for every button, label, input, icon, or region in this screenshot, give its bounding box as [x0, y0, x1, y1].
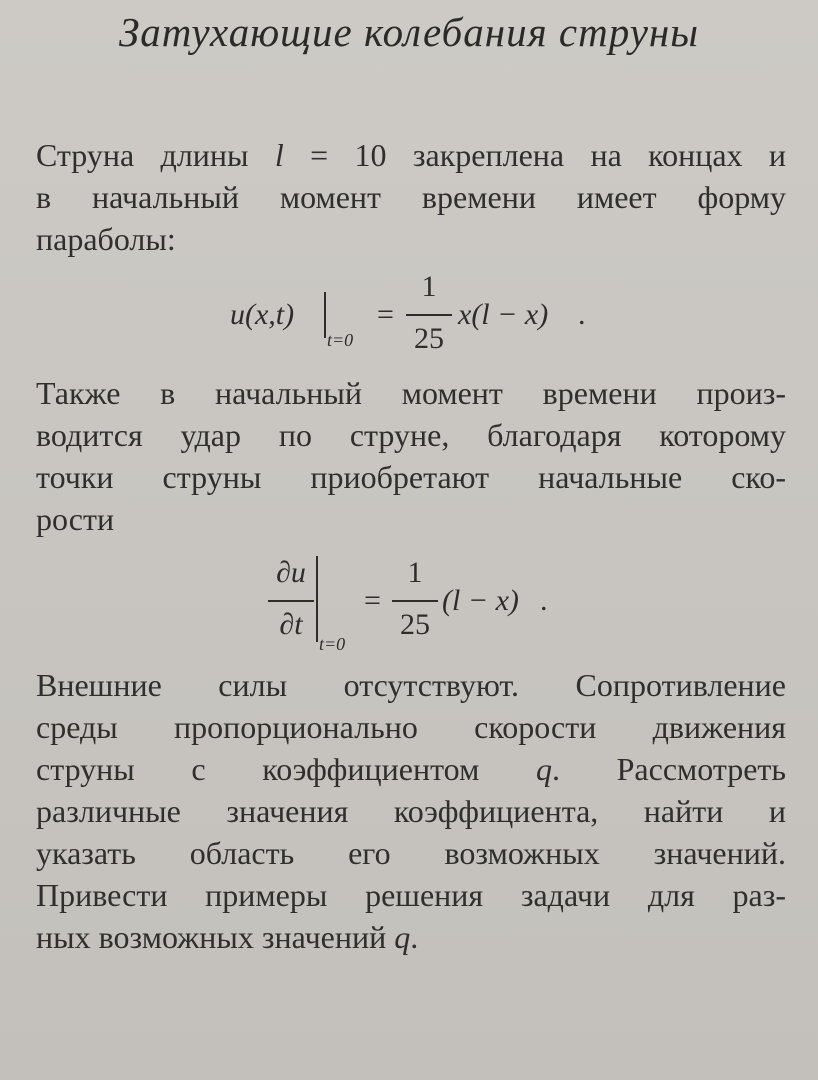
- paragraph-line: Также в начальный момент времени произ-: [36, 375, 786, 411]
- paragraph-line: точки струны приобретают начальные ско-: [36, 459, 786, 495]
- paragraph-line: водится удар по струне, благодаря которому: [36, 417, 786, 453]
- fraction-bar: [392, 600, 438, 602]
- page-title: Затухающие колебания струны: [119, 9, 699, 55]
- paragraph-line: среды пропорционально скорости движения: [36, 709, 786, 745]
- paragraph-line: Внешние силы отсутствуют. Сопротивление: [36, 667, 786, 703]
- formula-rhs: x(l − x): [458, 298, 549, 331]
- paragraph-impact: [36, 372, 786, 540]
- equals-sign: =: [364, 584, 381, 617]
- paragraph-line: в начальный момент времени имеет форму: [36, 179, 786, 215]
- variable-q: q: [535, 751, 552, 787]
- formula-period: .: [578, 298, 586, 331]
- paragraph-line: Привести примеры решения задачи для раз-: [36, 877, 786, 913]
- derivative-bar: [268, 600, 314, 602]
- formula-subscript: t=0: [327, 330, 354, 350]
- paragraph-line: параболы:: [36, 221, 176, 257]
- fraction-numerator: 1: [407, 556, 423, 589]
- derivative-denominator: ∂t: [279, 608, 303, 641]
- formula-lhs: u(x,t): [230, 298, 295, 331]
- formula-period: .: [540, 584, 548, 617]
- paragraph-line: Струна длины l = 10 закреплена на концах и: [36, 137, 786, 173]
- fraction-numerator: 1: [421, 270, 437, 303]
- fraction-bar: [406, 314, 452, 316]
- variable-l: l: [274, 137, 284, 173]
- evaluation-bar: [324, 292, 326, 338]
- paragraph-line: струны с коэффициентом q. Рассмотреть: [36, 751, 787, 787]
- variable-q: q: [394, 919, 411, 955]
- paragraph-intro: [36, 134, 786, 260]
- formula-rhs: (l − x): [442, 584, 519, 617]
- equals-sign: =: [377, 298, 394, 331]
- fraction-denominator: 25: [414, 322, 444, 355]
- derivative-numerator: ∂u: [276, 556, 306, 589]
- paragraph-line: различные значения коэффициента, найти и: [36, 793, 786, 829]
- paragraph-damping: [36, 664, 786, 958]
- paragraph-line: рости: [36, 501, 115, 537]
- formula-subscript: t=0: [319, 634, 346, 654]
- paragraph-line: указать область его возможных значений.: [36, 835, 786, 871]
- fraction-denominator: 25: [400, 608, 430, 641]
- paragraph-line: ных возможных значений q.: [36, 919, 419, 955]
- evaluation-bar: [316, 556, 318, 642]
